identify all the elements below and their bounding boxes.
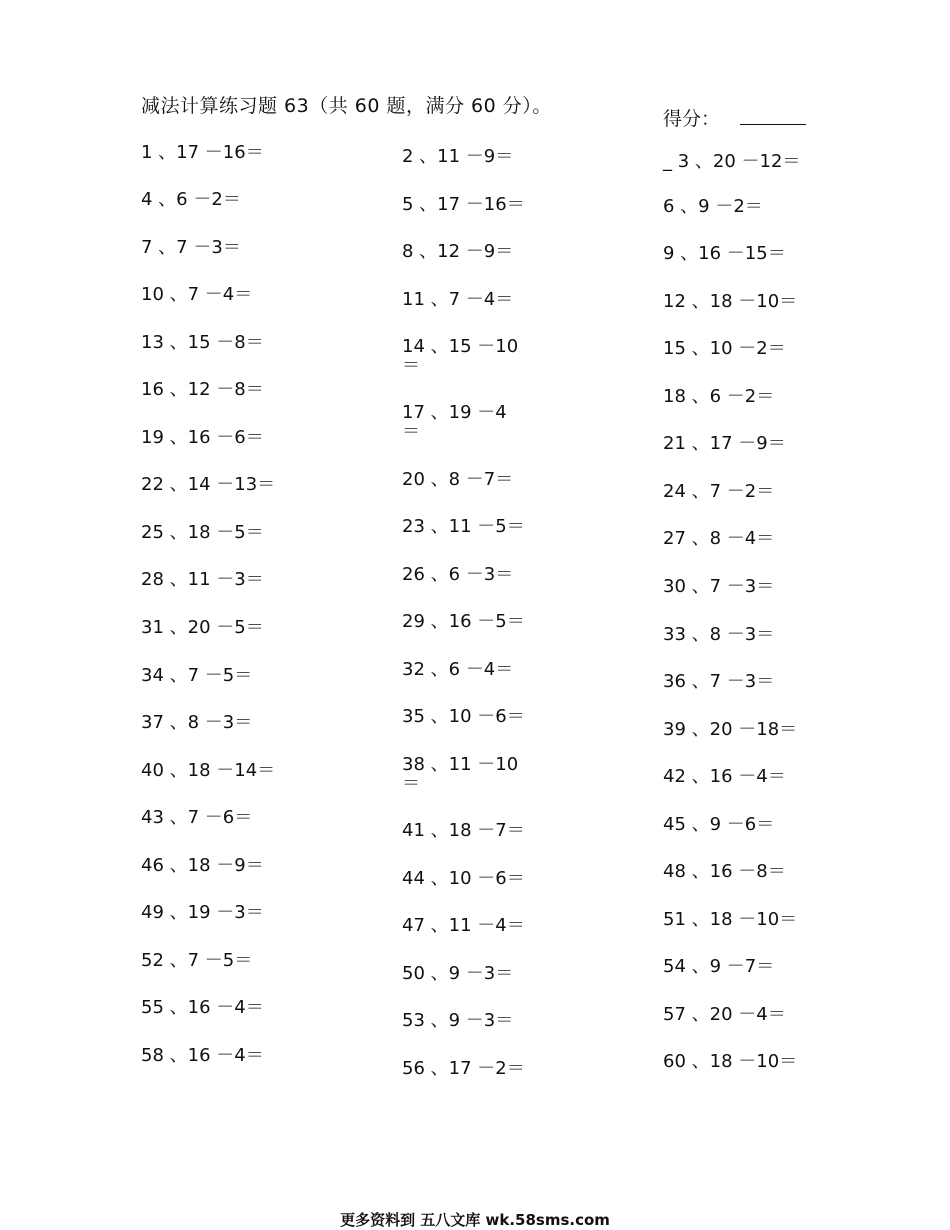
problem-item xyxy=(141,143,264,162)
problem-item xyxy=(141,190,241,209)
problem-text: 46 、18 －9＝ xyxy=(141,855,264,876)
score-label: 得分： xyxy=(663,108,721,130)
problem-text: 12 、18 －10＝ xyxy=(663,291,798,312)
problem-item xyxy=(141,903,264,922)
problem-item xyxy=(402,964,513,983)
problem-item xyxy=(663,1005,786,1024)
problem-text: 35 、10 －6＝ xyxy=(402,706,525,727)
problem-item xyxy=(402,517,525,536)
problem-item xyxy=(663,957,774,976)
problem-item xyxy=(141,523,264,542)
problem-text: 6 、9 －2＝ xyxy=(663,196,763,217)
problem-item xyxy=(663,292,797,311)
problem-text: 19 、16 －6＝ xyxy=(141,427,264,448)
problem-text: 31 、20 －5＝ xyxy=(141,617,264,638)
problem-item xyxy=(663,387,774,406)
problem-text: 1 、17 －16＝ xyxy=(141,142,264,163)
problem-item xyxy=(402,470,513,489)
problem-item xyxy=(663,197,763,216)
problem-item xyxy=(402,195,525,214)
problem-text: 33 、8 －3＝ xyxy=(663,624,775,645)
problem-text: 8 、12 －9＝ xyxy=(402,241,514,262)
problem-text: 48 、16 －8＝ xyxy=(663,861,786,882)
problem-item xyxy=(402,403,507,441)
problem-item xyxy=(663,482,774,501)
problem-item xyxy=(402,707,525,726)
problem-text: 47 、11 －4＝ xyxy=(402,915,525,936)
problem-item xyxy=(141,998,264,1017)
problem-item xyxy=(663,434,786,453)
problem-item xyxy=(402,612,525,631)
problem-text: 14 、15 －10 xyxy=(402,336,519,357)
problem-item xyxy=(141,380,264,399)
problem-text: 18 、6 －2＝ xyxy=(663,386,775,407)
problem-equals-wrap: ＝ xyxy=(402,355,420,376)
problem-text: 58 、16 －4＝ xyxy=(141,1045,264,1066)
problem-text: 54 、9 －7＝ xyxy=(663,956,775,977)
problem-text: 22 、14 －13＝ xyxy=(141,474,276,495)
problem-text: 45 、9 －6＝ xyxy=(663,814,775,835)
score-area xyxy=(663,104,806,131)
problem-item xyxy=(402,337,518,375)
problem-item xyxy=(141,333,264,352)
problem-item xyxy=(663,529,774,548)
problem-item xyxy=(402,1011,513,1030)
problem-text: 16 、12 －8＝ xyxy=(141,379,264,400)
problem-item xyxy=(402,821,525,840)
problem-item xyxy=(402,1059,525,1078)
score-blank xyxy=(740,108,806,125)
problem-text: 38 、11 －10 xyxy=(402,754,519,775)
problem-text: 50 、9 －3＝ xyxy=(402,963,514,984)
problem-text: 10 、7 －4＝ xyxy=(141,284,253,305)
problem-item xyxy=(141,713,252,732)
problem-text: 41 、18 －7＝ xyxy=(402,820,525,841)
problem-text: 53 、9 －3＝ xyxy=(402,1010,514,1031)
problem-text: 5 、17 －16＝ xyxy=(402,194,525,215)
problem-text: 9 、16 －15＝ xyxy=(663,243,786,264)
problem-text: 15 、10 －2＝ xyxy=(663,338,786,359)
problem-text: 24 、7 －2＝ xyxy=(663,481,775,502)
problem-text: 39 、20 －18＝ xyxy=(663,719,798,740)
problem-item xyxy=(663,244,786,263)
problem-item xyxy=(663,767,786,786)
problem-item xyxy=(402,290,513,309)
problem-item xyxy=(141,428,264,447)
problem-text: 36 、7 －3＝ xyxy=(663,671,775,692)
problem-text: 51 、18 －10＝ xyxy=(663,909,798,930)
problem-item xyxy=(402,147,513,166)
problem-text: 44 、10 －6＝ xyxy=(402,868,525,889)
problem-item xyxy=(663,1052,797,1071)
problem-item xyxy=(402,869,525,888)
problem-item xyxy=(141,1046,264,1065)
problem-text: 56 、17 －2＝ xyxy=(402,1058,525,1079)
problem-item xyxy=(402,660,513,679)
problem-item xyxy=(663,815,774,834)
problem-text: 26 、6 －3＝ xyxy=(402,564,514,585)
worksheet-title: 减法计算练习题 63（共 60 题，满分 60 分）。 xyxy=(141,95,552,117)
problem-item xyxy=(402,565,513,584)
problem-text: 57 、20 －4＝ xyxy=(663,1004,786,1025)
problem-text: 25 、18 －5＝ xyxy=(141,522,264,543)
problem-text: 37 、8 －3＝ xyxy=(141,712,253,733)
problem-item xyxy=(141,666,252,685)
problem-text: 4 、6 －2＝ xyxy=(141,189,241,210)
problem-item xyxy=(141,570,264,589)
problem-item xyxy=(141,475,275,494)
problem-item xyxy=(663,720,797,739)
problem-text: 2 、11 －9＝ xyxy=(402,146,514,167)
problem-text: 52 、7 －5＝ xyxy=(141,950,253,971)
problem-text: 43 、7 －6＝ xyxy=(141,807,253,828)
problem-text: 29 、16 －5＝ xyxy=(402,611,525,632)
problem-text: 23 、11 －5＝ xyxy=(402,516,525,537)
problem-equals-wrap: ＝ xyxy=(402,421,420,442)
problem-text: _ 3 、20 －12＝ xyxy=(663,151,801,172)
problem-text: 42 、16 －4＝ xyxy=(663,766,786,787)
problem-text: 21 、17 －9＝ xyxy=(663,433,786,454)
problem-item xyxy=(402,242,513,261)
problem-item xyxy=(141,808,252,827)
problem-text: 28 、11 －3＝ xyxy=(141,569,264,590)
problem-item xyxy=(141,285,252,304)
problem-text: 55 、16 －4＝ xyxy=(141,997,264,1018)
problem-item xyxy=(663,910,797,929)
problem-text: 20 、8 －7＝ xyxy=(402,469,514,490)
problem-item xyxy=(141,951,252,970)
problem-text: 30 、7 －3＝ xyxy=(663,576,775,597)
problem-text: 40 、18 －14＝ xyxy=(141,760,276,781)
problem-item xyxy=(663,862,786,881)
problem-text: 13 、15 －8＝ xyxy=(141,332,264,353)
problem-equals-wrap: ＝ xyxy=(402,773,420,794)
problem-item xyxy=(663,672,774,691)
problem-text: 27 、8 －4＝ xyxy=(663,528,775,549)
problem-item xyxy=(663,577,774,596)
problem-text: 7 、7 －3＝ xyxy=(141,237,241,258)
problem-item xyxy=(663,339,786,358)
problem-text: 60 、18 －10＝ xyxy=(663,1051,798,1072)
problem-item xyxy=(663,625,774,644)
problem-item xyxy=(141,761,275,780)
problem-item xyxy=(402,755,518,793)
problem-item xyxy=(141,618,264,637)
footer-watermark: 更多资料到 五八文库 wk.58sms.com xyxy=(340,1211,610,1229)
problem-text: 17 、19 －4 xyxy=(402,402,507,423)
problem-text: 11 、7 －4＝ xyxy=(402,289,514,310)
problem-item xyxy=(402,916,525,935)
problem-item xyxy=(141,238,241,257)
problem-text: 34 、7 －5＝ xyxy=(141,665,253,686)
problem-text: 32 、6 －4＝ xyxy=(402,659,514,680)
problem-item xyxy=(141,856,264,875)
problem-item xyxy=(663,152,800,171)
problem-text: 49 、19 －3＝ xyxy=(141,902,264,923)
